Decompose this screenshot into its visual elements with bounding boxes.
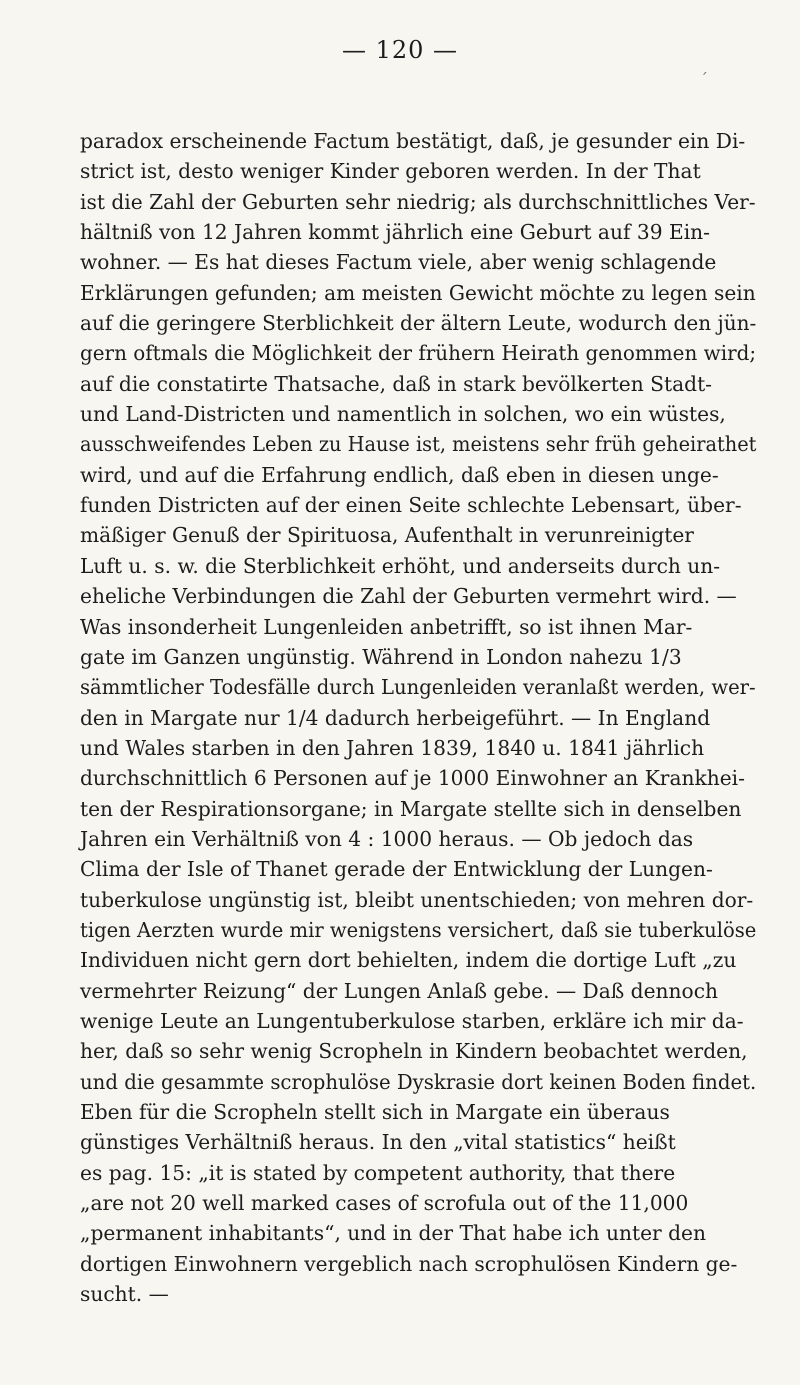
text-line: „are not 20 well marked cases of scrofula out of the 11,000 — [80, 1191, 689, 1216]
text-line: strict ist, desto weniger Kinder geboren werden. In der That — [80, 159, 701, 184]
text-line: dortigen Einwohnern vergeblich nach scrophulösen Kindern ge- — [80, 1251, 738, 1276]
text-line: und Wales starben in den Jahren 1839, 1840 u. 1841 jährlich — [80, 735, 705, 760]
text-line: günstiges Verhältniß heraus. In den „vital statistics“ heißt — [80, 1130, 676, 1155]
text-line: vermehrter Reizung“ der Lungen Anlaß gebe. — Daß dennoch — [80, 978, 719, 1003]
text-line: sämmtlicher Todesfälle durch Lungenleiden veranlaßt werden, wer- — [80, 675, 756, 700]
text-line: wenige Leute an Lungentuberkulose starben, erkläre ich mir da- — [80, 1008, 744, 1033]
text-line: und die gesammte scrophulöse Dyskrasie dort keinen Boden findet. — [80, 1069, 757, 1094]
text-line: her, daß so sehr wenig Scropheln in Kindern beobachtet werden, — [80, 1039, 748, 1064]
text-line: tuberkulose ungünstig ist, bleibt unentschieden; von mehren dor- — [80, 887, 754, 912]
text-line: Erklärungen gefunden; am meisten Gewicht möchte zu legen sein — [80, 280, 756, 305]
text-line: auf die geringere Sterblichkeit der ältern Leute, wodurch den jün- — [80, 311, 757, 336]
text-line: Eben für die Scropheln stellt sich in Margate ein überaus — [80, 1100, 670, 1124]
text-line: ist die Zahl der Geburten sehr niedrig; als durchschnittliches Ver- — [80, 189, 756, 214]
text-line: es pag. 15: „it is stated by competent authority, that there — [80, 1160, 676, 1185]
text-line: mäßiger Genuß der Spirituosa, Aufenthalt in verunreinigter — [80, 523, 694, 548]
text-line: Jahren ein Verhältniß von 4 : 1000 heraus. — Ob jedoch das — [80, 826, 694, 851]
text-line: Individuen nicht gern dort behielten, indem die dortige Luft „zu — [80, 948, 737, 973]
text-line: gern oftmals die Möglichkeit der frühern Heirath genommen wird; — [80, 341, 757, 366]
text-line: auf die constatirte Thatsache, daß in stark bevölkerten Stadt- — [80, 371, 713, 396]
text-line: Was insonderheit Lungenleiden anbetrifft, so ist ihnen Mar- — [80, 614, 693, 639]
text-line: wird, und auf die Erfahrung endlich, daß eben in diesen unge- — [80, 462, 719, 487]
text-line: funden Districten auf der einen Seite schlechte Lebensart, über- — [80, 493, 742, 518]
text-line: eheliche Verbindungen die Zahl der Geburten vermehrt wird. — — [80, 584, 737, 609]
text-line: „permanent inhabitants“, und in der That habe ich unter den — [80, 1221, 706, 1246]
stray-mark: ˊ — [700, 70, 708, 89]
text-line: hältniß von 12 Jahren kommt jährlich eine Geburt auf 39 Ein- — [80, 220, 710, 245]
text-line: Clima der Isle of Thanet gerade der Entwicklung der Lungen- — [80, 857, 713, 882]
text-line: wohner. — Es hat dieses Factum viele, aber wenig schlagende — [80, 250, 717, 275]
body-text — [80, 126, 756, 1309]
text-line: den in Margate nur 1/4 dadurch herbeigeführt. — In England — [80, 705, 711, 730]
text-line: ten der Respirationsorgane; in Margate stellte sich in denselben — [80, 796, 742, 821]
text-line: durchschnittlich 6 Personen auf je 1000 Einwohner an Krankhei- — [80, 766, 745, 791]
text-line: ausschweifendes Leben zu Hause ist, meistens sehr früh geheirathet — [80, 432, 757, 457]
text-line: paradox erscheinende Factum bestätigt, daß, je gesunder ein Di- — [80, 129, 746, 153]
text-line: gate im Ganzen ungünstig. Während in London nahezu 1/3 — [80, 644, 682, 669]
text-line: sucht. — — [80, 1282, 169, 1307]
page-number: — 120 — — [341, 36, 459, 64]
text-line: Luft u. s. w. die Sterblichkeit erhöht, und anderseits durch un- — [80, 553, 721, 578]
text-line: und Land-Districten und namentlich in solchen, wo ein wüstes, — [80, 402, 726, 427]
text-line: tigen Aerzten wurde mir wenigstens versichert, daß sie tuberkulöse — [80, 917, 757, 942]
